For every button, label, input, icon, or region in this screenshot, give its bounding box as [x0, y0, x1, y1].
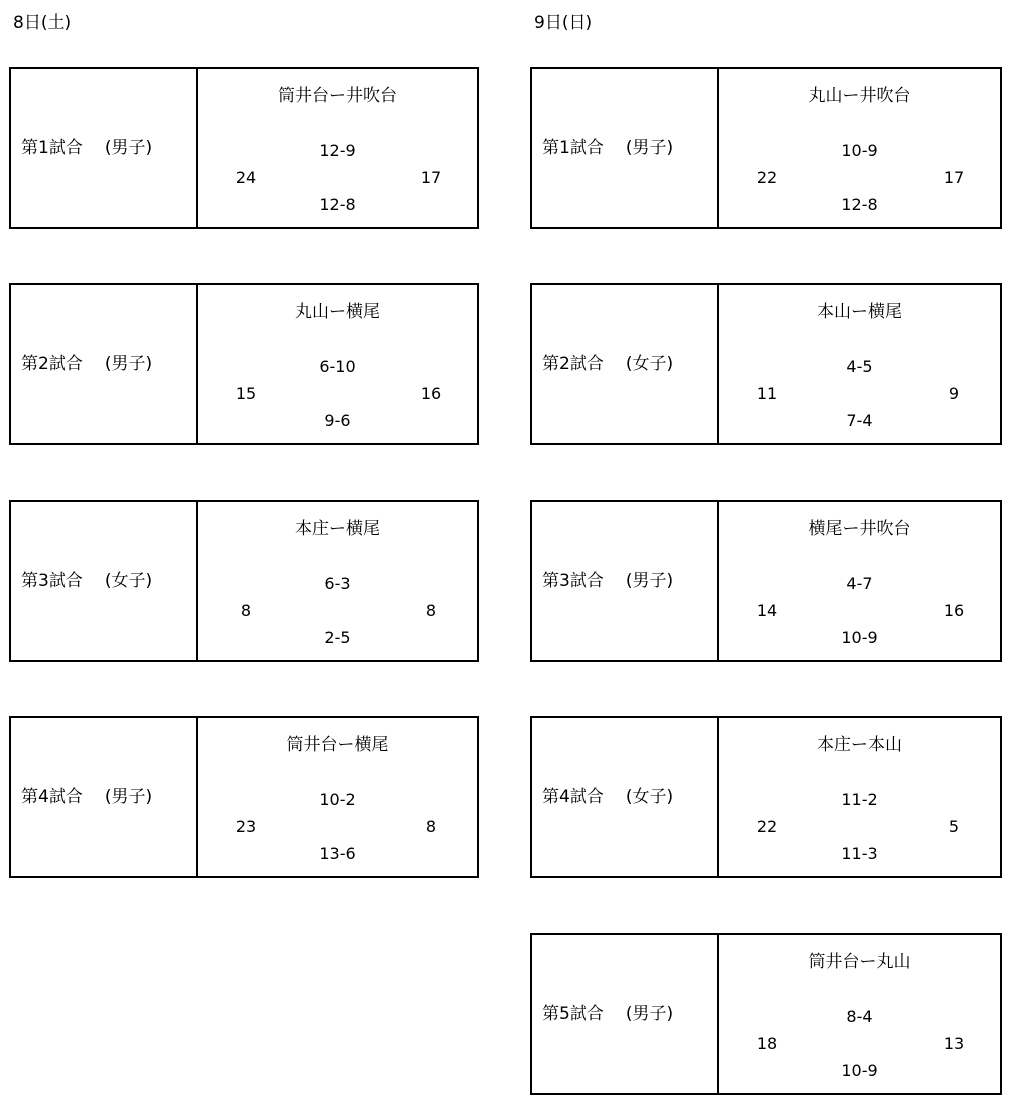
match-info-cell: [532, 502, 719, 660]
match-score-cell: [719, 935, 1000, 1093]
match-number: 第5試合: [542, 1004, 604, 1024]
match-label: [542, 137, 673, 159]
away-total-score: 16: [420, 384, 442, 403]
match-number: 第4試合: [21, 787, 83, 807]
home-total-score: 8: [240, 601, 252, 620]
day-1-label: 8日(土): [13, 13, 72, 33]
day-2-match-3-box: [530, 500, 1002, 662]
away-total-score: 9: [948, 384, 960, 403]
second-half-score: 10-9: [841, 1061, 878, 1080]
match-label: [21, 137, 152, 159]
match-info-cell: [11, 69, 198, 227]
match-gender: (女子): [104, 571, 153, 591]
day-2-label: 9日(日): [534, 13, 593, 33]
first-half-score: 4-7: [846, 574, 873, 593]
away-total-score: 13: [943, 1034, 965, 1053]
home-total-score: 24: [235, 168, 257, 187]
match-gender: (男子): [625, 571, 674, 591]
away-total-score: 8: [425, 817, 437, 836]
away-total-score: 5: [948, 817, 960, 836]
away-total-score: 17: [420, 168, 442, 187]
match-label: [542, 570, 673, 592]
match-gender: (男子): [104, 354, 153, 374]
match-label: [21, 570, 152, 592]
second-half-score: 2-5: [324, 628, 351, 647]
day-2-match-4-box: [530, 716, 1002, 878]
first-half-score: 6-10: [319, 357, 356, 376]
match-number: 第3試合: [542, 571, 604, 591]
day-1-match-1-box: [9, 67, 479, 229]
match-teams: 筒井台ー横尾: [286, 735, 389, 755]
second-half-score: 10-9: [841, 628, 878, 647]
match-teams: 丸山ー井吹台: [808, 86, 911, 106]
first-half-score: 4-5: [846, 357, 873, 376]
match-info-cell: [532, 935, 719, 1093]
match-gender: (男子): [625, 1004, 674, 1024]
match-score-cell: [719, 502, 1000, 660]
match-number: 第1試合: [21, 138, 83, 158]
away-total-score: 16: [943, 601, 965, 620]
match-teams: 筒井台ー井吹台: [278, 86, 397, 106]
match-score-cell: [198, 69, 477, 227]
match-info-cell: [532, 285, 719, 443]
match-score-cell: [719, 718, 1000, 876]
home-total-score: 15: [235, 384, 257, 403]
match-score-cell: [198, 285, 477, 443]
match-number: 第3試合: [21, 571, 83, 591]
second-half-score: 7-4: [846, 411, 873, 430]
first-half-score: 12-9: [319, 141, 356, 160]
match-teams: 本山ー横尾: [817, 302, 902, 322]
first-half-score: 10-9: [841, 141, 878, 160]
day-1-match-3-box: [9, 500, 479, 662]
match-number: 第2試合: [542, 354, 604, 374]
match-label: [21, 786, 152, 808]
match-info-cell: [11, 718, 198, 876]
match-info-cell: [11, 502, 198, 660]
first-half-score: 11-2: [841, 790, 878, 809]
home-total-score: 23: [235, 817, 257, 836]
day-1-match-4-box: [9, 716, 479, 878]
match-number: 第4試合: [542, 787, 604, 807]
first-half-score: 10-2: [319, 790, 356, 809]
match-gender: (女子): [625, 354, 674, 374]
match-number: 第1試合: [542, 138, 604, 158]
home-total-score: 22: [756, 817, 778, 836]
away-total-score: 8: [425, 601, 437, 620]
match-gender: (男子): [104, 787, 153, 807]
match-score-cell: [719, 69, 1000, 227]
match-label: [542, 1003, 673, 1025]
match-info-cell: [532, 718, 719, 876]
home-total-score: 22: [756, 168, 778, 187]
day-2-match-5-box: [530, 933, 1002, 1095]
match-score-cell: [198, 718, 477, 876]
second-half-score: 13-6: [319, 844, 356, 863]
second-half-score: 12-8: [841, 195, 878, 214]
second-half-score: 11-3: [841, 844, 878, 863]
match-info-cell: [532, 69, 719, 227]
match-teams: 本庄ー横尾: [295, 519, 380, 539]
match-label: [21, 353, 152, 375]
second-half-score: 12-8: [319, 195, 356, 214]
match-label: [542, 353, 673, 375]
match-label: [542, 786, 673, 808]
match-score-cell: [198, 502, 477, 660]
match-gender: (男子): [104, 138, 153, 158]
match-gender: (女子): [625, 787, 674, 807]
match-info-cell: [11, 285, 198, 443]
day-2-match-2-box: [530, 283, 1002, 445]
second-half-score: 9-6: [324, 411, 351, 430]
match-score-cell: [719, 285, 1000, 443]
match-teams: 丸山ー横尾: [295, 302, 380, 322]
match-teams: 筒井台ー丸山: [808, 952, 911, 972]
first-half-score: 6-3: [324, 574, 351, 593]
day-1-match-2-box: [9, 283, 479, 445]
home-total-score: 14: [756, 601, 778, 620]
first-half-score: 8-4: [846, 1007, 873, 1026]
match-teams: 本庄ー本山: [817, 735, 902, 755]
home-total-score: 18: [756, 1034, 778, 1053]
day-2-match-1-box: [530, 67, 1002, 229]
home-total-score: 11: [756, 384, 778, 403]
match-teams: 横尾ー井吹台: [808, 519, 911, 539]
away-total-score: 17: [943, 168, 965, 187]
match-gender: (男子): [625, 138, 674, 158]
match-number: 第2試合: [21, 354, 83, 374]
